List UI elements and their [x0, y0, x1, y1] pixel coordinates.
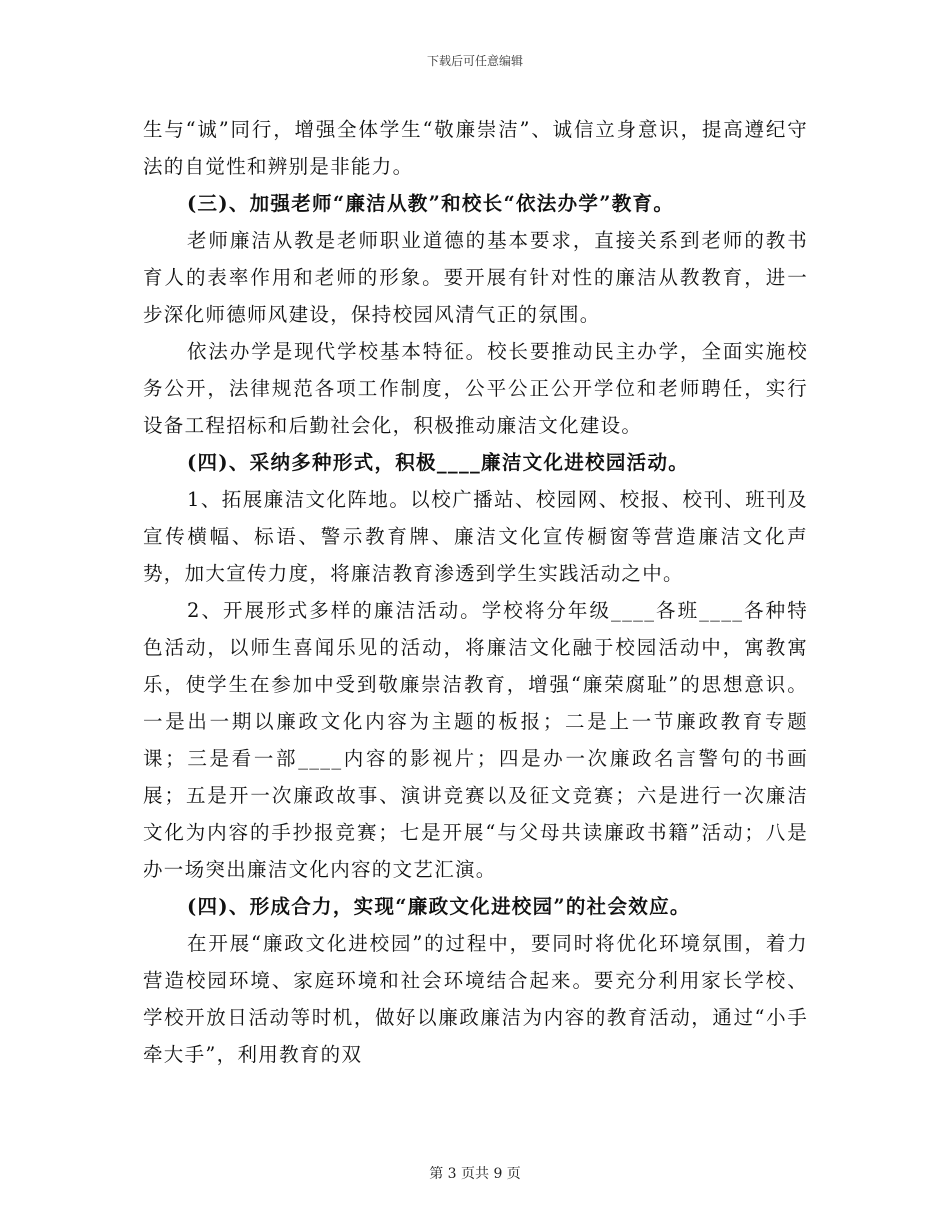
- paragraph-item-2: 2、开展形式多样的廉洁活动。学校将分年级____各班____各种特色活动，以师生喜闻乐见的活动，将廉洁文化融于校园活动中，寓教寓乐，使学生在参加中受到敬廉崇洁教育，增强“廉荣腐耻”的思想意识。一是出一期以廉政文化内容为主题的板报；二是上一节廉政教育专题课；三是看一部____内容的影视片；四是办一次廉政名言警句的书画展；五是开一次廉政故事、演讲竞赛以及征文竞赛；六是进行一次廉洁文化为内容的手抄报竞赛；七是开展“与父母共读廉政书籍”活动；八是办一场突出廉洁文化内容的文艺汇演。: [143, 599, 808, 881]
- paragraph-social-effect: 在开展“廉政文化进校园”的过程中，要同时将优化环境氛围，着力营造校园环境、家庭环境和社会环境结合起来。要充分利用家长学校、学校开放日活动等时机，做好以廉政廉洁为内容的教育活动，通过“小手牵大手”，利用教育的双: [143, 932, 808, 1066]
- page-header: 下载后可任意编辑: [426, 54, 523, 68]
- document-body: [143, 111, 808, 1073]
- paragraph-teacher-integrity: 老师廉洁从教是老师职业道德的基本要求，直接关系到老师的教书育人的表率作用和老师的形象。要开展有针对性的廉洁从教教育，进一步深化师德师风建设，保持校园风清气正的氛围。: [143, 229, 808, 326]
- paragraph-continuation: 生与“诚”同行，增强全体学生“敬廉崇洁”、诚信立身意识，提高遵纪守法的自觉性和辨别是非能力。: [143, 118, 808, 178]
- paragraph-lawful-management: 依法办学是现代学校基本特征。校长要推动民主办学，全面实施校务公开，法律规范各项工作制度，公平公正公开学位和老师聘任，实行设备工程招标和后勤社会化，积极推动廉洁文化建设。: [143, 340, 808, 437]
- section-heading-3: (三)、加强老师“廉洁从教”和校长“依法办学”教育。: [187, 192, 675, 215]
- page-number: 第 3 页共 9 页: [429, 1166, 521, 1182]
- section-heading-4a: (四)、采纳多种形式，积极____廉洁文化进校园活动。: [187, 451, 690, 474]
- paragraph-item-1: 1、拓展廉洁文化阵地。以校广播站、校园网、校报、校刊、班刊及宣传横幅、标语、警示教育牌、廉洁文化宣传橱窗等营造廉洁文化声势，加大宣传力度，将廉洁教育渗透到学生实践活动之中。: [143, 488, 808, 585]
- section-heading-4b: (四)、形成合力，实现“廉政文化进校园”的社会效应。: [187, 895, 691, 918]
